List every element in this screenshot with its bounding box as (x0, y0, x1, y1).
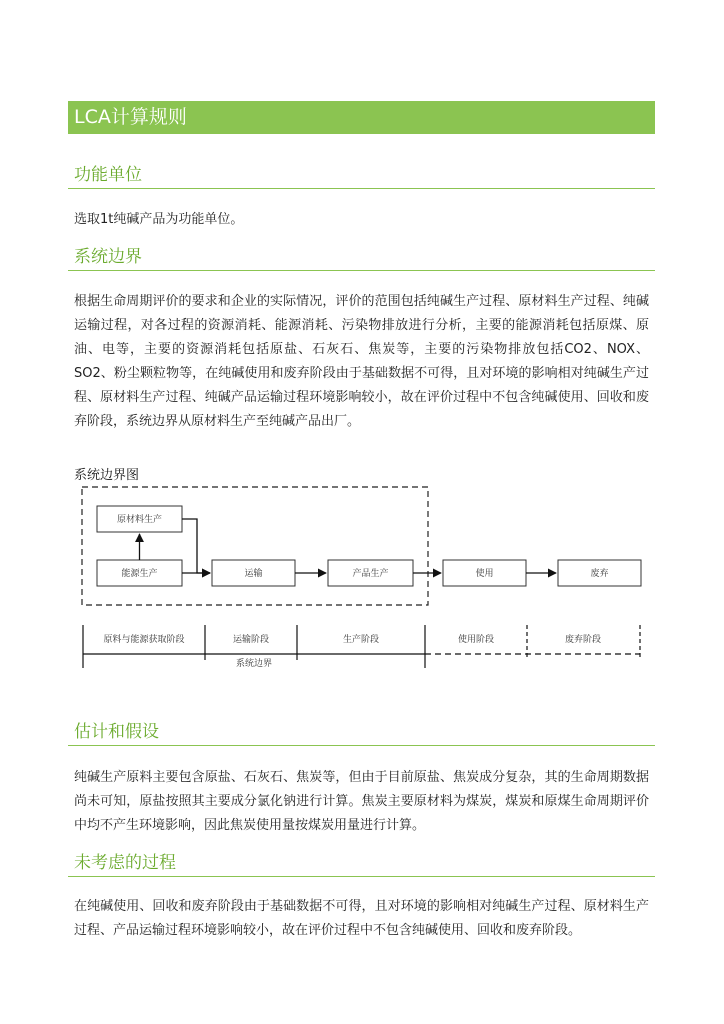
svg-text:运输: 运输 (244, 569, 263, 579)
heading-functional-unit: 功能单位 (68, 163, 655, 189)
box-disposal (558, 560, 641, 586)
heading-system-boundary: 系统边界 (68, 245, 655, 271)
svg-text:原材料生产: 原材料生产 (116, 515, 163, 525)
svg-text:废弃: 废弃 (590, 569, 609, 579)
heading-assumptions: 估计和假设 (68, 720, 655, 746)
arrow-raw-to-transport (182, 519, 210, 573)
box-transport (212, 560, 295, 586)
boundary-dashed-frame (82, 487, 428, 605)
phase-label: 运输阶段 (232, 635, 270, 645)
svg-text:产品生产: 产品生产 (352, 569, 389, 579)
phase-label: 生产阶段 (342, 635, 380, 645)
phase-label: 废弃阶段 (564, 635, 602, 645)
section-banner: LCA计算规则 (68, 101, 655, 134)
box-energy (97, 560, 182, 586)
boundary-label: 系统边界 (235, 659, 273, 669)
diagram-title: 系统边界图 (74, 468, 140, 483)
svg-text:能源生产: 能源生产 (121, 569, 158, 579)
text-functional-unit: 选取1t纯碱产品为功能单位。 (74, 212, 244, 227)
phase-label: 使用阶段 (457, 635, 495, 645)
text-excluded-processes: 在纯碱使用、回收和废弃阶段由于基础数据不可得，且对环境的影响相对纯碱生产过程、原材料生产过程、产品运输过程环境影响较小，故在评价过程中不包含纯碱使用、回收和废弃阶段。 (74, 899, 649, 938)
text-assumptions: 纯碱生产原料主要包含原盐、石灰石、焦炭等，但由于目前原盐、焦炭成分复杂，其的生命周期数据尚未可知，原盐按照其主要成分氯化钠进行计算。焦炭主要原材料为煤炭，煤炭和原煤生命周期评价中均不产生环境影响，因此焦炭使用量按煤炭用量进行计算。 (74, 770, 649, 833)
phase-label: 原料与能源获取阶段 (103, 635, 185, 645)
heading-excluded-processes: 未考虑的过程 (68, 851, 655, 877)
box-production (328, 560, 413, 586)
svg-text:使用: 使用 (475, 569, 494, 579)
box-raw-material (97, 506, 182, 532)
text-system-boundary: 根据生命周期评价的要求和企业的实际情况，评价的范围包括纯碱生产过程、原材料生产过程、纯碱运输过程，对各过程的资源消耗、能源消耗、污染物排放进行分析，主要的能源消耗包括原煤、原油、电等，主要的资源消耗包括原盐、石灰石、焦炭等，主要的污染物排放包括CO2、NOX、SO2、粉尘颗粒物等，在纯碱使用和废弃阶段由于基础数据不可得，且对环境的影响相对纯碱生产过程、原材料生产过程、纯碱产品运输过程环境影响较小，故在评价过程中不包含纯碱使用、回收和废弃阶段，系统边界从原材料生产至纯碱产品出厂。 (74, 294, 649, 429)
box-use (443, 560, 526, 586)
